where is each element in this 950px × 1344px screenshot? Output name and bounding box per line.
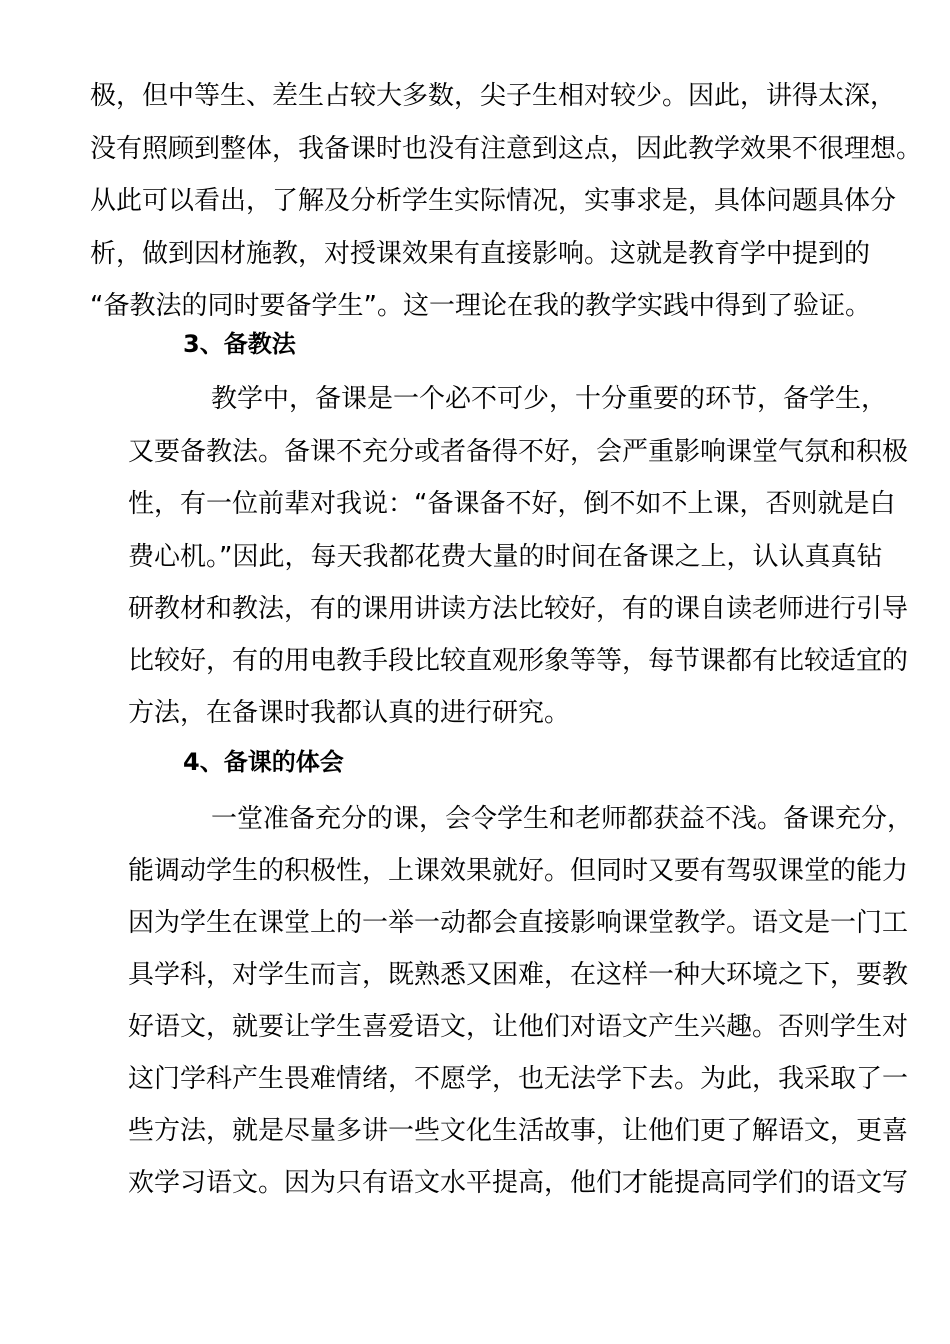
paragraph-3-line-3: 因为学生在课堂上的一举一动都会直接影响课堂教学。语文是一门工	[128, 908, 909, 938]
paragraph-1-line-1: 极，但中等生、差生占较大多数，尖子生相对较少。因此，讲得太深，	[90, 81, 897, 111]
paragraph-1-line-3: 从此可以看出，了解及分析学生实际情况，实事求是，具体问题具体分	[90, 186, 897, 216]
paragraph-1-line-5: “备教法的同时要备学生”。这一理论在我的教学实践中得到了验证。	[90, 291, 871, 321]
paragraph-1-line-2: 没有照顾到整体，我备课时也没有注意到这点，因此教学效果不很理想。	[90, 134, 923, 164]
paragraph-3-line-8: 欢学习语文。因为只有语文水平提高，他们才能提高同学们的语文写	[128, 1168, 909, 1198]
paragraph-2-line-4: 费心机。”因此，每天我都花费大量的时间在备课之上，认认真真钻	[128, 542, 883, 572]
paragraph-2-line-1: 教学中，备课是一个必不可少，十分重要的环节，备学生，	[211, 384, 888, 414]
paragraph-2-line-2: 又要备教法。备课不充分或者备得不好，会严重影响课堂气氛和积极	[128, 437, 909, 467]
paragraph-3-line-7: 些方法，就是尽量多讲一些文化生活故事，让他们更了解语文，更喜	[128, 1116, 909, 1146]
paragraph-2-line-6: 比较好，有的用电教手段比较直观形象等等，每节课都有比较适宜的	[128, 646, 909, 676]
paragraph-2-line-7: 方法，在备课时我都认真的进行研究。	[128, 698, 571, 728]
paragraph-2-line-3: 性，有一位前辈对我说：“备课备不好，倒不如不上课，否则就是白	[128, 489, 896, 519]
section-heading-4: 4、备课的体会	[183, 748, 344, 776]
section-heading-3: 3、备教法	[183, 330, 296, 358]
paragraph-3-line-4: 具学科，对学生而言，既熟悉又困难，在这样一种大环境之下，要教	[128, 960, 909, 990]
paragraph-3-line-2: 能调动学生的积极性，上课效果就好。但同时又要有驾驭课堂的能力	[128, 856, 909, 886]
paragraph-3-line-1: 一堂准备充分的课，会令学生和老师都获益不浅。备课充分，	[211, 804, 914, 834]
paragraph-1-line-4: 析，做到因材施教，对授课效果有直接影响。这就是教育学中提到的	[90, 239, 871, 269]
paragraph-3-line-5: 好语文，就要让学生喜爱语文，让他们对语文产生兴趣。否则学生对	[128, 1012, 909, 1042]
paragraph-3-line-6: 这门学科产生畏难情绪，不愿学，也无法学下去。为此，我采取了一	[128, 1064, 909, 1094]
paragraph-2-line-5: 研教材和教法，有的课用讲读方法比较好，有的课自读老师进行引导	[128, 594, 909, 624]
